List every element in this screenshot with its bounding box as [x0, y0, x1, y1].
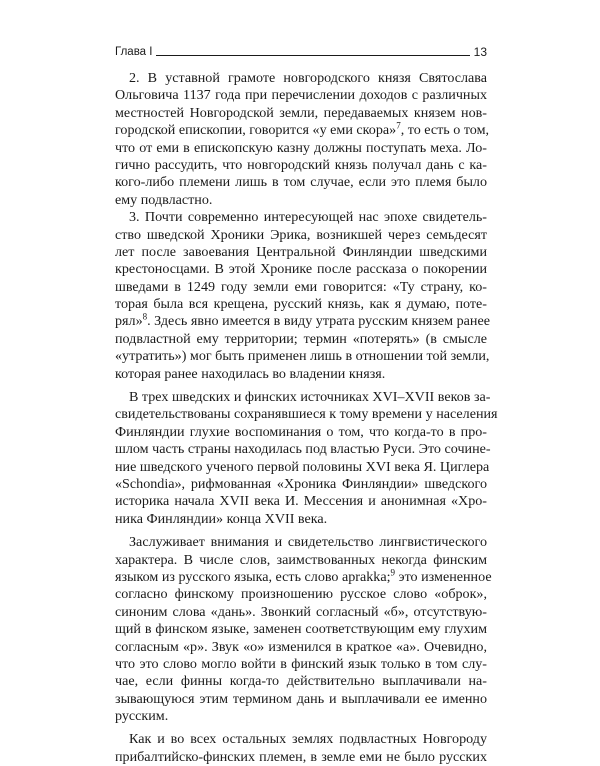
- line-text: шведами в 1249 году земли еми говорится: «Ту страну, ко-: [115, 278, 487, 295]
- text-line: [115, 244, 487, 261]
- paragraph: [115, 389, 498, 528]
- text-line: [115, 105, 487, 122]
- text-line: [115, 639, 487, 656]
- line-text: местностей Новгородской земли, передаваемых князем нов-: [115, 104, 487, 121]
- text-line: [115, 424, 487, 441]
- paragraph: [115, 534, 492, 725]
- line-text: кого-либо племени лишь в том случае, если это племя было: [115, 174, 487, 191]
- line-text: «утратить») мог быть применен лишь в отношении той земли,: [115, 348, 490, 365]
- text-line: [115, 348, 490, 365]
- text-line: [115, 567, 492, 586]
- footnote-marker: 9: [390, 567, 396, 578]
- text-line: [115, 366, 487, 383]
- line-text: свидетельствованы сохранявшиеся к тому времени у населения: [115, 406, 498, 423]
- text-line: [115, 493, 487, 510]
- line-text: Ольговича 1137 года при перечислении доходов с различных: [115, 87, 487, 104]
- line-text: которая ранее находилась во владении князя.: [115, 365, 386, 382]
- text-line: [115, 296, 487, 313]
- text-line: [115, 70, 487, 87]
- line-text: «Schondia», рифмованная «Хроника Финляндии» шведского: [115, 475, 487, 492]
- line-text: что это слово могло войти в финский язык только в том слу-: [115, 655, 487, 672]
- line-text-continued: это измененное: [395, 568, 492, 585]
- line-text: русским.: [115, 708, 169, 725]
- line-text: Как и во всех остальных землях подвластных Новгороду: [129, 731, 487, 748]
- running-header: [115, 43, 487, 59]
- line-text: согласным «р». Звук «о» изменился в краткое «а». Очевидно,: [115, 638, 487, 655]
- text-line: [115, 140, 487, 157]
- line-text: характера. В числе слов, заимствованных некогда финским: [115, 551, 487, 568]
- chapter-title: Глава I: [115, 46, 153, 58]
- line-text: ника Финляндии» конца XVII века.: [115, 510, 328, 527]
- line-text: историка начала XVII века И. Мессения и анонимная «Хро-: [115, 493, 487, 510]
- line-text: торая была вся крещена, русский князь, как я думаю, поте-: [115, 296, 487, 313]
- text-line: [115, 227, 487, 244]
- header-rule: [156, 55, 469, 56]
- text-line: [115, 586, 487, 603]
- line-text: 2. В уставной грамоте новгородского князя Святослава: [129, 70, 487, 86]
- text-line: [115, 458, 490, 476]
- text-line: [115, 157, 487, 174]
- text-line: [115, 621, 487, 638]
- text-line: [115, 476, 487, 493]
- text-line: [115, 534, 487, 551]
- text-line: [115, 120, 490, 139]
- line-text: гично рассудить, что новгородский князь получал дань с ка-: [115, 156, 487, 173]
- text-line: [115, 261, 487, 278]
- text-line: [115, 656, 487, 673]
- line-text: ние шведского ученого первой половины XVI века Я. Циглера: [115, 458, 490, 475]
- text-line: [115, 87, 487, 104]
- line-text: лет после завоевания Центральной Финляндии шведскими: [115, 243, 487, 260]
- line-text: 3. Почти современно интересующей нас эпохе свидетель-: [129, 209, 487, 226]
- text-line: [115, 731, 487, 748]
- footnote-marker: 7: [396, 120, 401, 131]
- line-text: прибалтийско-финских племен, в земле еми не было русских: [115, 748, 487, 765]
- line-text: языком из русского языка, есть слово aprakka;: [115, 568, 391, 585]
- line-text: ему подвластно.: [115, 191, 213, 208]
- line-text: городской епископии, говорится «у еми скора»: [115, 122, 397, 139]
- line-text: зывающуюся этим термином дань и выплачивали ее именно: [115, 690, 487, 707]
- line-text: рял»: [115, 313, 143, 330]
- line-text: подвластной ему территории; термин «потерять» (в смысле: [115, 330, 487, 347]
- line-text: что от еми в епископскую казну должны поступать меха. Ло-: [115, 139, 487, 156]
- line-text-continued: , то есть о том,: [400, 122, 490, 139]
- text-line: [115, 311, 490, 330]
- line-text: согласно финскому произношению русское слово «оброк»,: [115, 586, 487, 603]
- text-line: [115, 691, 487, 708]
- text-line: [115, 604, 487, 621]
- line-text: Заслуживает внимания и свидетельство лингвистического: [129, 534, 487, 551]
- text-line: [115, 209, 487, 226]
- line-text-continued: . Здесь явно имеется в виду утрата русским князем ранее: [147, 313, 490, 330]
- footnote-marker: 8: [142, 311, 148, 322]
- text-line: [115, 511, 487, 528]
- text-line: [115, 174, 487, 191]
- text-line: [115, 749, 487, 766]
- line-text: щий в финском языке, заменен соответствующим ему глухим: [115, 621, 487, 638]
- line-text: В трех шведских и финских источниках XVI–XVII веков за-: [129, 389, 491, 406]
- line-text: ство шведской Хроники Эрика, возникшей через семьдесят: [115, 226, 487, 243]
- text-line: [115, 192, 487, 209]
- line-text: шлом часть страны находилась под властью Руси. Это сочине-: [115, 441, 491, 458]
- text-line: [115, 279, 487, 296]
- line-text: крестоносцами. В этой Хронике после рассказа о покорении: [115, 261, 487, 278]
- text-line: [115, 673, 487, 690]
- text-line: [115, 406, 498, 423]
- paragraph: [115, 70, 490, 209]
- text-line: [115, 708, 487, 725]
- text-line: [115, 552, 487, 569]
- line-text: синоним слова «дань». Звонкий согласный «б», отсутствую-: [115, 603, 487, 620]
- text-line: [115, 331, 487, 348]
- paragraph: [115, 209, 490, 383]
- page-number: 13: [473, 45, 487, 59]
- text-line: [115, 389, 491, 406]
- text-line: [115, 441, 491, 458]
- line-text: чае, если финны когда-то действительно выплачивали на-: [115, 673, 487, 690]
- paragraph: [115, 731, 487, 766]
- line-text: Финляндии глухие воспоминания о том, что когда-то в про-: [115, 423, 487, 440]
- body-text: [115, 70, 498, 766]
